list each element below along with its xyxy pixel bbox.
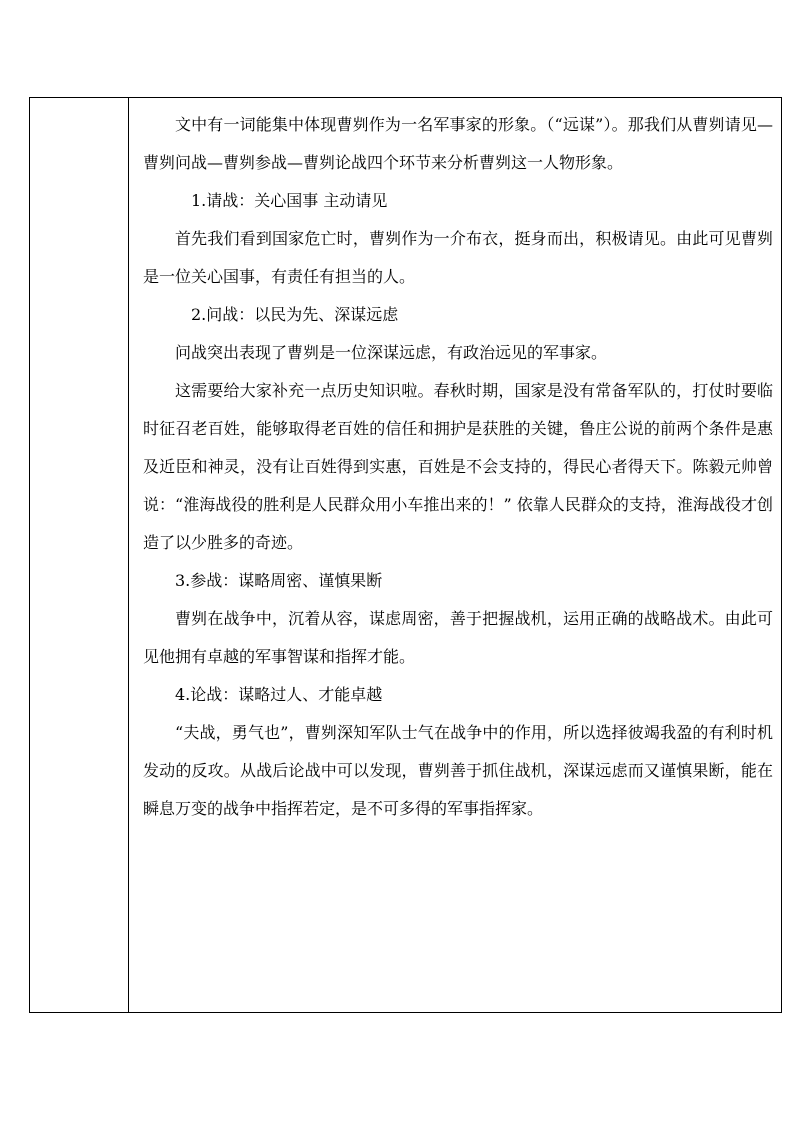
table-left-column xyxy=(30,98,129,1012)
lesson-table xyxy=(29,97,782,1013)
section-3-paragraph: 曹刿在战争中，沉着从容，谋虑周密，善于把握战机，运用正确的战略战术。由此可见他拥有卓越的军事智谋和指挥才能。 xyxy=(143,609,773,666)
section-2-paragraph-1: 问战突出表现了曹刿是一位深谋远虑，有政治远见的军事家。 xyxy=(175,343,608,362)
section-4-paragraph: “夫战，勇气也”，曹刿深知军队士气在战争中的作用，所以选择彼竭我盈的有利时机发动的反攻。从战后论战中可以发现，曹刿善于抓住战机，深谋远虑而又谨慎果断，能在瞬息万变的战争中指挥若定，是不可多得的军事指挥家。 xyxy=(143,723,773,818)
section-heading-3: 3.参战：谋略周密、谨慎果断 xyxy=(175,571,383,590)
section-heading-4: 4.论战：谋略过人、才能卓越 xyxy=(175,685,383,704)
section-2-paragraph-2: 这需要给大家补充一点历史知识啦。春秋时期，国家是没有常备军队的，打仗时要临时征召老百姓，能够取得老百姓的信任和拥护是获胜的关键，鲁庄公说的前两个条件是惠及近臣和神灵，没有让百姓得到实惠，百姓是不会支持的，得民心者得天下。陈毅元帅曾说：“淮海战役的胜利是人民群众用小车推出来的！” 依靠人民群众的支持，淮海战役才创造了以少胜多的奇迹。 xyxy=(143,381,773,552)
section-heading-1: 1.请战：关心国事 主动请见 xyxy=(191,191,388,210)
section-heading-2: 2.问战：以民为先、深谋远虑 xyxy=(191,305,399,324)
table-content-cell xyxy=(129,98,781,1012)
intro-paragraph: 文中有一词能集中体现曹刿作为一名军事家的形象。（“远谋”）。那我们从曹刿请见—曹刿问战—曹刿参战—曹刿论战四个环节来分析曹刿这一人物形象。 xyxy=(143,115,773,172)
content-body xyxy=(143,106,773,828)
section-1-paragraph: 首先我们看到国家危亡时，曹刿作为一介布衣，挺身而出，积极请见。由此可见曹刿是一位关心国事，有责任有担当的人。 xyxy=(143,229,773,286)
